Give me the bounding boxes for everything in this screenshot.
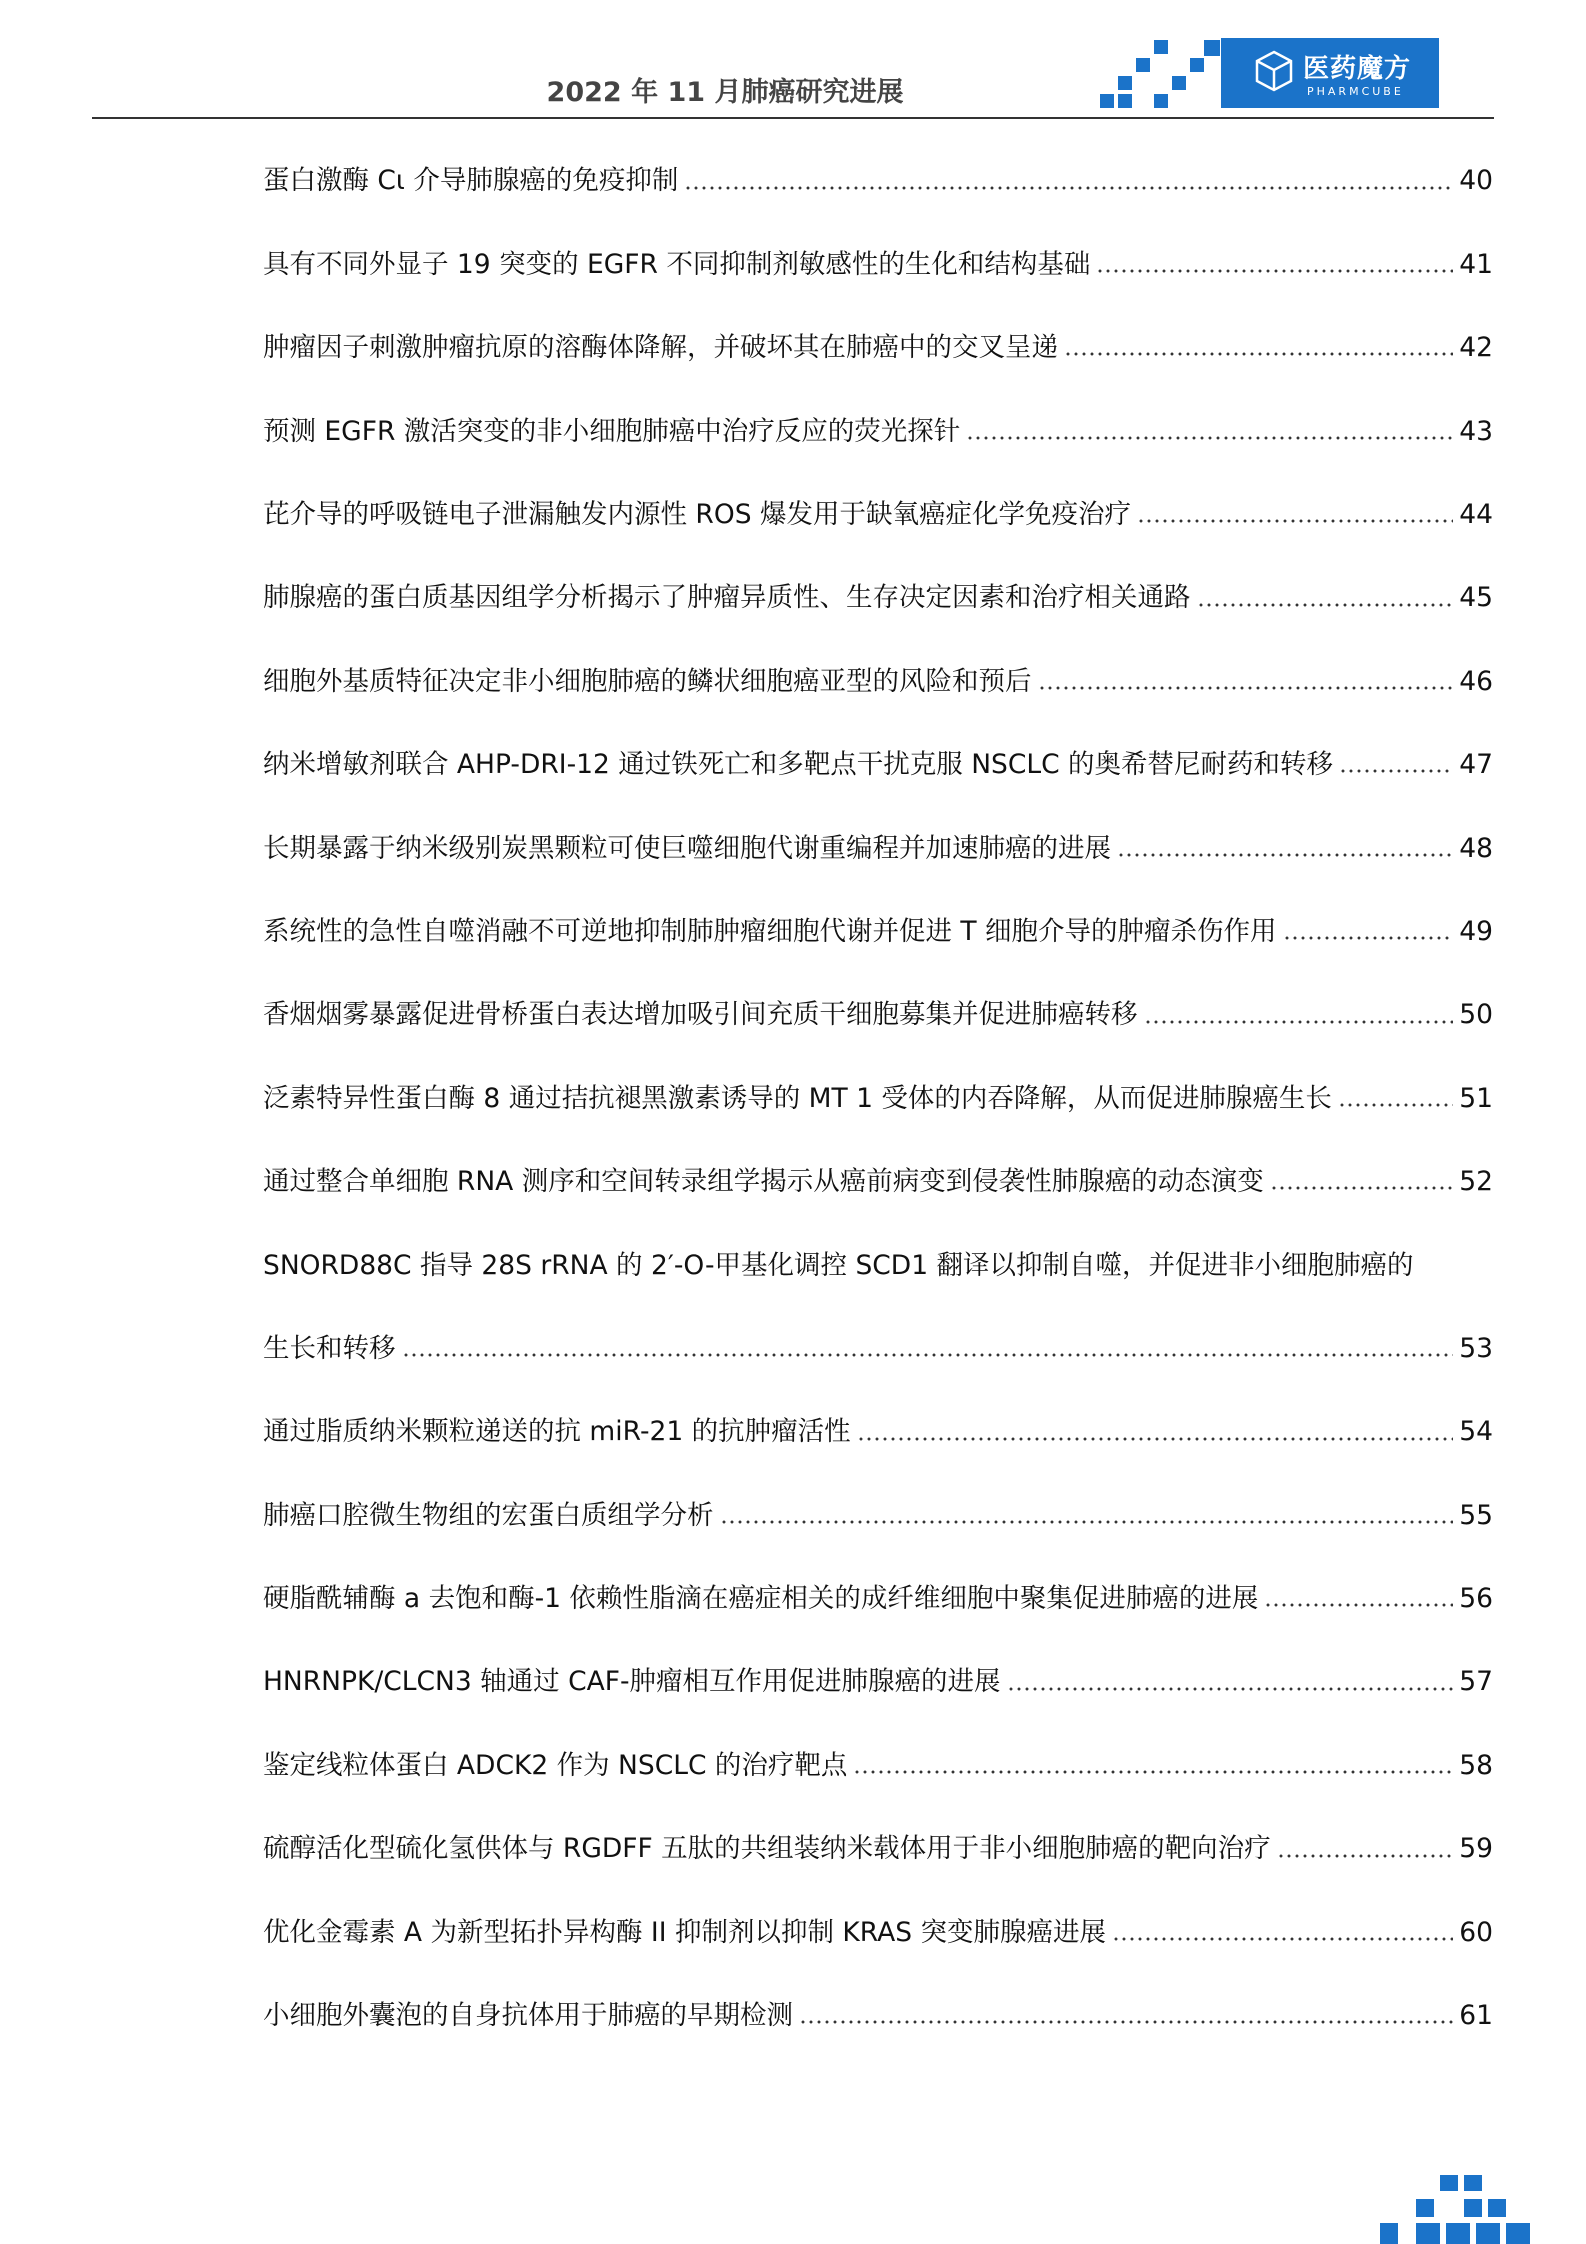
dot-leader <box>1112 1937 1453 1941</box>
header-divider <box>92 117 1494 119</box>
toc-page-number: 44 <box>1459 499 1493 530</box>
toc-page-number: 56 <box>1459 1583 1493 1615</box>
toc-entry-title: 芘介导的呼吸链电子泄漏触发内源性 ROS 爆发用于缺氧癌症化学免疫治疗 <box>263 499 1131 530</box>
toc-entry[interactable] <box>263 1975 1493 2058</box>
toc-entry[interactable] <box>263 974 1493 1057</box>
toc-entry-title: 通过脂质纳米颗粒递送的抗 miR-21 的抗肿瘤活性 <box>263 1416 851 1448</box>
logo-name: 医药魔方 <box>1303 54 1412 84</box>
toc-entry[interactable] <box>263 1724 1493 1807</box>
toc-entry-title: 鉴定线粒体蛋白 ADCK2 作为 NSCLC 的治疗靶点 <box>263 1749 848 1781</box>
dot-leader <box>1007 1687 1454 1691</box>
toc-entry-title: 硫醇活化型硫化氢供体与 RGDFF 五肽的共组装纳米载体用于非小细胞肺癌的靶向治疗 <box>263 1833 1271 1865</box>
toc-entry[interactable] <box>263 1474 1493 1557</box>
toc-page-number: 57 <box>1459 1666 1493 1698</box>
toc-entry-title: 蛋白激酶 Cι 介导肺腺癌的免疫抑制 <box>263 165 679 197</box>
toc-page-number: 49 <box>1459 915 1493 947</box>
company-logo <box>1221 38 1439 108</box>
toc-entry[interactable] <box>263 1141 1493 1224</box>
toc-entry[interactable] <box>263 474 1493 557</box>
dot-leader <box>1338 1103 1453 1107</box>
corner-decoration <box>1360 2175 1540 2244</box>
toc-entry-title: 纳米增敏剂联合 AHP-DRI-12 通过铁死亡和多靶点干扰克服 NSCLC 的奥希替尼耐药和转移 <box>263 749 1334 781</box>
logo-subtitle: PHARMCUBE <box>1307 85 1404 98</box>
toc-entry[interactable] <box>263 223 1493 306</box>
toc-page-number: 48 <box>1459 832 1493 864</box>
toc-entry-title: 香烟烟雾暴露促进骨桥蛋白表达增加吸引间充质干细胞募集并促进肺癌转移 <box>263 999 1138 1031</box>
toc-entry-title: 小细胞外囊泡的自身抗体用于肺癌的早期检测 <box>263 2000 793 2032</box>
toc-entry[interactable] <box>263 1224 1493 1307</box>
dot-leader <box>1064 352 1453 356</box>
toc-page-number: 40 <box>1459 165 1493 197</box>
toc-page-number: 41 <box>1459 248 1493 280</box>
toc-entry[interactable] <box>263 1391 1493 1474</box>
toc-entry-title: 长期暴露于纳米级别炭黑颗粒可使巨噬细胞代谢重编程并加速肺癌的进展 <box>263 832 1111 864</box>
toc-entry-title: 系统性的急性自噬消融不可逆地抑制肺肿瘤细胞代谢并促进 T 细胞介导的肿瘤杀伤作用 <box>263 915 1277 947</box>
dot-leader <box>1339 769 1453 773</box>
header-title: 2022 年 11 月肺癌研究进展 <box>546 77 904 108</box>
toc-entry-title: 泛素特异性蛋白酶 8 通过拮抗褪黑激素诱导的 MT 1 受体的内吞降解，从而促进肺腺癌生长 <box>263 1082 1332 1114</box>
dot-leader <box>799 2020 1453 2024</box>
dot-leader <box>1038 686 1454 690</box>
toc-entry[interactable] <box>263 1891 1493 1974</box>
toc-entry-title: 细胞外基质特征决定非小细胞肺癌的鳞状细胞癌亚型的风险和预后 <box>263 665 1032 697</box>
dot-leader <box>684 186 1453 190</box>
toc-entry-title: 通过整合单细胞 RNA 测序和空间转录组学揭示从癌前病变到侵袭性肺腺癌的动态演变 <box>263 1166 1264 1198</box>
toc-entry[interactable] <box>263 140 1493 223</box>
dot-leader <box>1117 853 1453 857</box>
toc-entry-title: 肺腺癌的蛋白质基因组学分析揭示了肿瘤异质性、生存决定因素和治疗相关通路 <box>263 582 1191 614</box>
dot-leader <box>1096 269 1453 273</box>
toc-page-number: 43 <box>1459 415 1493 447</box>
dot-leader <box>402 1353 1454 1357</box>
toc-page-number: 46 <box>1459 665 1493 697</box>
toc-page-number: 42 <box>1459 332 1493 364</box>
toc-entry-title: 优化金霉素 A 为新型拓扑异构酶 II 抑制剂以抑制 KRAS 突变肺腺癌进展 <box>263 1916 1106 1948</box>
dot-leader <box>1144 1020 1454 1024</box>
dot-leader <box>966 436 1453 440</box>
toc-entry-title: SNORD88C 指导 28S rRNA 的 2′-O-甲基化调控 SCD1 翻译以抑制自噬，并促进非小细胞肺癌的 <box>263 1249 1414 1281</box>
dot-leader <box>1264 1603 1453 1607</box>
toc-entry-title: 肿瘤因子刺激肿瘤抗原的溶酶体降解，并破坏其在肺癌中的交叉呈递 <box>263 332 1058 364</box>
toc-page-number: 47 <box>1459 749 1493 781</box>
table-of-contents <box>263 140 1493 2058</box>
toc-page-number: 60 <box>1459 1916 1493 1948</box>
toc-entry[interactable] <box>263 390 1493 473</box>
toc-entry-title: 硬脂酰辅酶 a 去饱和酶-1 依赖性脂滴在癌症相关的成纤维细胞中聚集促进肺癌的进展 <box>263 1583 1259 1615</box>
toc-entry[interactable] <box>263 1808 1493 1891</box>
dot-leader <box>853 1770 1453 1774</box>
toc-entry[interactable] <box>263 1558 1493 1641</box>
dot-leader <box>720 1520 1454 1524</box>
toc-page-number: 55 <box>1459 1499 1493 1531</box>
dot-leader <box>1197 603 1454 607</box>
dot-leader <box>1277 1854 1454 1858</box>
toc-entry[interactable] <box>263 1641 1493 1724</box>
toc-entry-title: 具有不同外显子 19 突变的 EGFR 不同抑制剂敏感性的生化和结构基础 <box>263 248 1091 280</box>
dot-leader <box>1137 519 1453 523</box>
toc-entry[interactable] <box>263 557 1493 640</box>
dot-leader <box>1270 1186 1454 1190</box>
toc-page-number: 59 <box>1459 1833 1493 1865</box>
logo-pixel-blocks <box>1100 40 1220 110</box>
cube-icon <box>1255 50 1293 92</box>
toc-entry[interactable] <box>263 640 1493 723</box>
toc-page-number: 53 <box>1459 1332 1493 1364</box>
toc-page-number: 51 <box>1459 1082 1493 1114</box>
toc-entry-continued[interactable] <box>263 1307 1493 1390</box>
toc-entry-title: 肺癌口腔微生物组的宏蛋白质组学分析 <box>263 1499 714 1531</box>
dot-leader <box>1283 936 1454 940</box>
toc-entry-title: 预测 EGFR 激活突变的非小细胞肺癌中治疗反应的荧光探针 <box>263 415 961 447</box>
dot-leader <box>857 1437 1454 1441</box>
toc-entry-title: HNRNPK/CLCN3 轴通过 CAF-肿瘤相互作用促进肺腺癌的进展 <box>263 1666 1001 1698</box>
toc-entry[interactable] <box>263 891 1493 974</box>
toc-page-number: 61 <box>1459 2000 1493 2032</box>
toc-entry[interactable] <box>263 724 1493 807</box>
toc-entry[interactable] <box>263 807 1493 890</box>
toc-entry[interactable] <box>263 1057 1493 1140</box>
toc-page-number: 58 <box>1459 1749 1493 1781</box>
toc-page-number: 45 <box>1459 582 1493 614</box>
toc-entry[interactable] <box>263 307 1493 390</box>
toc-page-number: 54 <box>1459 1416 1493 1448</box>
toc-page-number: 50 <box>1459 999 1493 1031</box>
toc-entry-title-continued: 生长和转移 <box>263 1332 396 1364</box>
toc-page-number: 52 <box>1459 1166 1493 1198</box>
